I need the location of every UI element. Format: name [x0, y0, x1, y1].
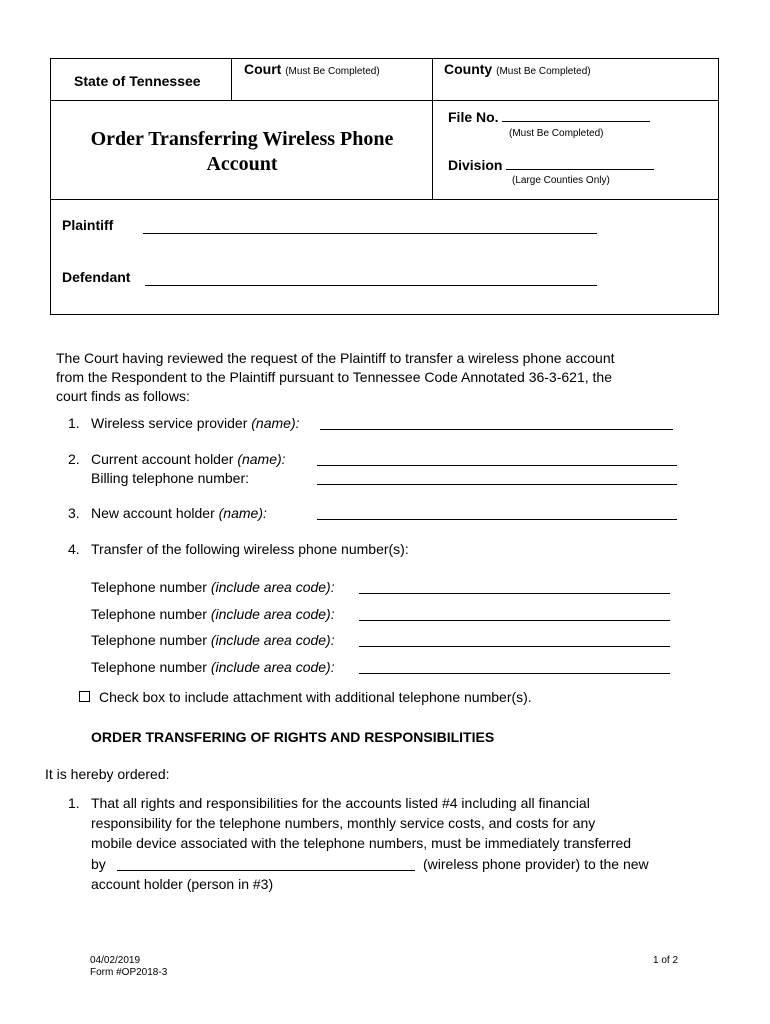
telephone-hint: (include area code):: [210, 606, 335, 622]
order-line: mobile device associated with the telephone numbers, must be immediately transferred: [91, 835, 632, 851]
telephone-label: [91, 605, 335, 624]
plaintiff-blank[interactable]: [143, 233, 597, 234]
item2-hint: (name):: [237, 451, 286, 467]
defendant-label: Defendant: [62, 269, 131, 285]
telephone-text: Telephone number: [91, 659, 211, 675]
document-title: [71, 127, 413, 177]
item2-text: Current account holder: [91, 451, 238, 467]
court-field[interactable]: [244, 61, 380, 77]
order-line: responsibility for the telephone numbers, monthly service costs, and costs for any: [91, 815, 596, 831]
telephone-hint: (include area code):: [210, 579, 335, 595]
new-holder-blank[interactable]: [317, 519, 677, 520]
defendant-blank[interactable]: [145, 285, 597, 286]
ordered-label: It is hereby ordered:: [45, 766, 170, 782]
item1-hint: (name):: [251, 415, 300, 431]
division-field[interactable]: [448, 157, 654, 173]
footer-form-number: Form #OP2018-3: [90, 967, 168, 978]
division-blank[interactable]: [506, 169, 654, 170]
order-by: by: [91, 856, 106, 872]
case-header-table: [50, 58, 719, 315]
title-line: Order Transferring Wireless Phone: [90, 128, 394, 150]
telephone-blank[interactable]: [359, 620, 670, 621]
telephone-label: [91, 658, 335, 677]
item2-label: [91, 450, 286, 469]
county-field[interactable]: [444, 61, 591, 77]
file-number-label: File No.: [448, 109, 499, 125]
telephone-blank[interactable]: [359, 646, 670, 647]
file-number-note: (Must Be Completed): [509, 128, 604, 139]
footer-page-number: 1 of 2: [653, 955, 679, 966]
item3-text: New account holder: [91, 505, 219, 521]
court-label: Court: [244, 61, 282, 77]
plaintiff-label: Plaintiff: [62, 217, 114, 233]
division-note: (Large Counties Only): [512, 175, 610, 186]
billing-label: Billing telephone number:: [91, 470, 249, 486]
telephone-text: Telephone number: [91, 579, 211, 595]
county-note: (Must Be Completed): [496, 66, 591, 77]
item1-label: [91, 414, 300, 433]
current-holder-blank[interactable]: [317, 465, 677, 466]
item3-hint: (name):: [218, 505, 267, 521]
telephone-blank[interactable]: [359, 593, 670, 594]
item1-text: Wireless service provider: [91, 415, 252, 431]
item-number: 1.: [68, 415, 80, 431]
divider: [51, 100, 718, 101]
intro-line: court finds as follows:: [56, 388, 190, 404]
intro-line: The Court having reviewed the request of the Plaintiff to transfer a wireless phone account: [56, 350, 615, 366]
intro-line: from the Respondent to the Plaintiff pursuant to Tennessee Code Annotated 36-3-621, the: [56, 369, 612, 385]
attachment-checkbox-label: Check box to include attachment with additional telephone number(s).: [99, 689, 532, 705]
item-number: 1.: [68, 795, 80, 811]
county-label: County: [444, 61, 493, 77]
telephone-label: [91, 631, 335, 650]
order-provider-text: (wireless phone provider) to the new: [423, 856, 649, 872]
provider-blank[interactable]: [320, 429, 673, 430]
state-label: State of Tennessee: [74, 73, 201, 89]
item3-label: [91, 504, 267, 523]
order-line: account holder (person in #3): [91, 876, 274, 892]
provider-name-blank[interactable]: [117, 870, 415, 871]
file-number-field[interactable]: [448, 109, 650, 125]
divider: [51, 199, 718, 200]
telephone-hint: (include area code):: [210, 632, 335, 648]
item4-label: Transfer of the following wireless phone number(s):: [91, 541, 409, 557]
item-number: 3.: [68, 505, 80, 521]
billing-number-blank[interactable]: [317, 484, 677, 485]
attachment-checkbox[interactable]: [79, 691, 90, 702]
telephone-blank[interactable]: [359, 673, 670, 674]
telephone-label: [91, 578, 335, 597]
divider: [231, 59, 232, 100]
order-line: That all rights and responsibilities for the accounts listed #4 including all financial: [91, 795, 590, 811]
item-number: 2.: [68, 451, 80, 467]
court-note: (Must Be Completed): [285, 66, 380, 77]
file-number-blank[interactable]: [502, 121, 650, 122]
footer-date: 04/02/2019: [90, 955, 141, 966]
telephone-text: Telephone number: [91, 606, 211, 622]
item-number: 4.: [68, 541, 80, 557]
telephone-text: Telephone number: [91, 632, 211, 648]
division-label: Division: [448, 157, 503, 173]
order-heading: ORDER TRANSFERING OF RIGHTS AND RESPONSIBILITIES: [91, 729, 495, 745]
divider: [432, 59, 433, 199]
title-line: Account: [206, 153, 278, 175]
telephone-hint: (include area code):: [210, 659, 335, 675]
